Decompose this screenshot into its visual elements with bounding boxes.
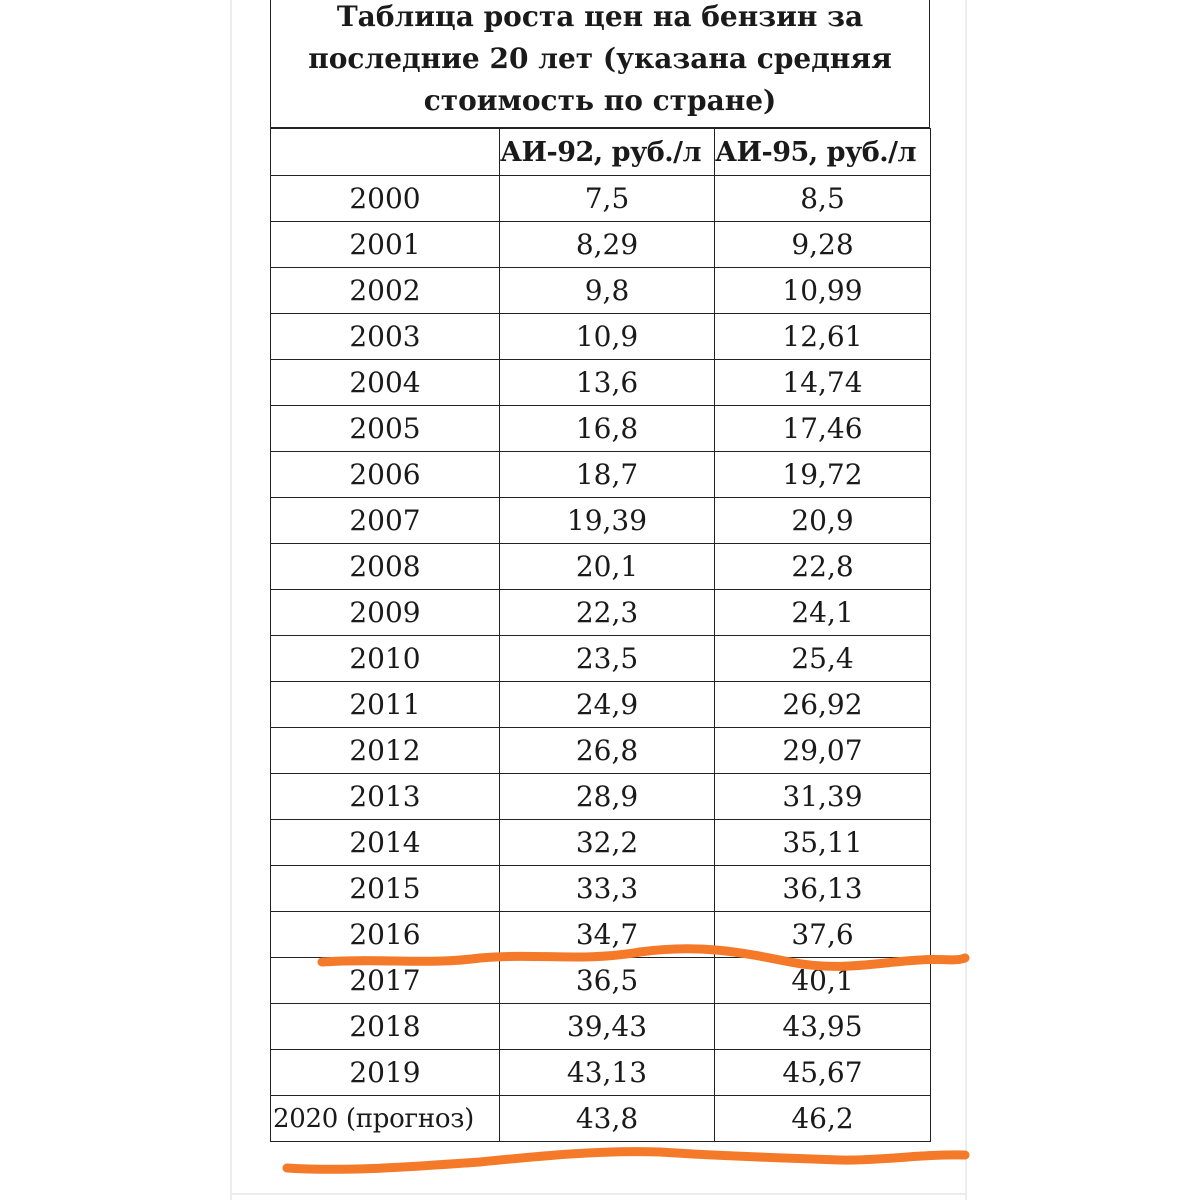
ai92-price-cell: 33,3 [500,866,715,912]
year-cell: 2006 [271,452,500,498]
ai92-price-cell: 18,7 [500,452,715,498]
ai92-price-cell: 36,5 [500,958,715,1004]
ai92-price-cell: 20,1 [500,544,715,590]
year-cell: 2005 [271,406,500,452]
ai95-price-cell: 20,9 [715,498,931,544]
ai95-price-cell: 12,61 [715,314,931,360]
ai92-price-cell: 43,13 [500,1050,715,1096]
ai95-price-cell: 29,07 [715,728,931,774]
price-table-sheet [270,0,930,1142]
page-edge-right [965,0,967,1200]
ai95-price-cell: 8,5 [715,176,931,222]
ai92-price-cell: 26,8 [500,728,715,774]
ai95-price-cell: 45,67 [715,1050,931,1096]
ai95-price-cell: 37,6 [715,912,931,958]
page-edge-bottom [230,1193,967,1195]
year-cell: 2008 [271,544,500,590]
table-header-row [271,129,931,176]
ai95-price-cell: 46,2 [715,1096,931,1142]
table-row [271,866,931,912]
ai92-price-cell: 8,29 [500,222,715,268]
table-row [271,314,931,360]
year-cell: 2016 [271,912,500,958]
orange-underline-2020 [287,1152,965,1170]
year-cell: 2002 [271,268,500,314]
table-row [271,452,931,498]
ai95-price-cell: 22,8 [715,544,931,590]
table-row [271,1096,931,1142]
table-row [271,590,931,636]
year-cell: 2011 [271,682,500,728]
table-row [271,1050,931,1096]
ai92-price-cell: 23,5 [500,636,715,682]
year-cell: 2013 [271,774,500,820]
ai92-price-cell: 19,39 [500,498,715,544]
ai95-price-cell: 40,1 [715,958,931,1004]
year-cell: 2009 [271,590,500,636]
ai92-price-cell: 10,9 [500,314,715,360]
ai95-price-cell: 31,39 [715,774,931,820]
year-cell: 2003 [271,314,500,360]
ai92-price-cell: 28,9 [500,774,715,820]
ai95-price-cell: 14,74 [715,360,931,406]
table-row [271,176,931,222]
table-row [271,912,931,958]
year-cell: 2015 [271,866,500,912]
table-title: Таблица роста цен на бензин за последние 20 лет (указана средняя стоимость по стране) [270,0,930,128]
ai92-price-cell: 9,8 [500,268,715,314]
ai92-price-cell: 34,7 [500,912,715,958]
table-row [271,268,931,314]
ai95-price-cell: 9,28 [715,222,931,268]
year-cell: 2000 [271,176,500,222]
ai92-price-cell: 43,8 [500,1096,715,1142]
ai95-price-cell: 24,1 [715,590,931,636]
ai92-price-cell: 24,9 [500,682,715,728]
table-row [271,682,931,728]
year-cell: 2018 [271,1004,500,1050]
year-cell: 2017 [271,958,500,1004]
table-row [271,544,931,590]
table-row [271,498,931,544]
price-table [270,128,931,1142]
table-row [271,958,931,1004]
page-edge-left [230,0,232,1200]
table-row [271,636,931,682]
year-cell: 2019 [271,1050,500,1096]
ai95-price-cell: 25,4 [715,636,931,682]
ai92-price-cell: 7,5 [500,176,715,222]
year-cell: 2004 [271,360,500,406]
ai92-price-cell: 13,6 [500,360,715,406]
year-cell: 2014 [271,820,500,866]
header-empty-cell [271,129,500,176]
ai92-price-cell: 32,2 [500,820,715,866]
ai95-price-cell: 19,72 [715,452,931,498]
year-cell: 2012 [271,728,500,774]
ai95-price-cell: 17,46 [715,406,931,452]
table-row [271,222,931,268]
year-cell: 2001 [271,222,500,268]
year-cell: 2010 [271,636,500,682]
ai92-price-cell: 39,43 [500,1004,715,1050]
table-row [271,774,931,820]
ai95-price-cell: 35,11 [715,820,931,866]
table-row [271,728,931,774]
header-ai92: АИ-92, руб./л [500,129,715,176]
table-row [271,1004,931,1050]
year-cell: 2007 [271,498,500,544]
header-ai95: АИ-95, руб./л [715,129,931,176]
year-cell: 2020 (прогноз) [271,1096,500,1142]
ai95-price-cell: 10,99 [715,268,931,314]
table-row [271,406,931,452]
ai95-price-cell: 43,95 [715,1004,931,1050]
ai95-price-cell: 26,92 [715,682,931,728]
ai92-price-cell: 22,3 [500,590,715,636]
ai92-price-cell: 16,8 [500,406,715,452]
ai95-price-cell: 36,13 [715,866,931,912]
table-row [271,820,931,866]
table-row [271,360,931,406]
